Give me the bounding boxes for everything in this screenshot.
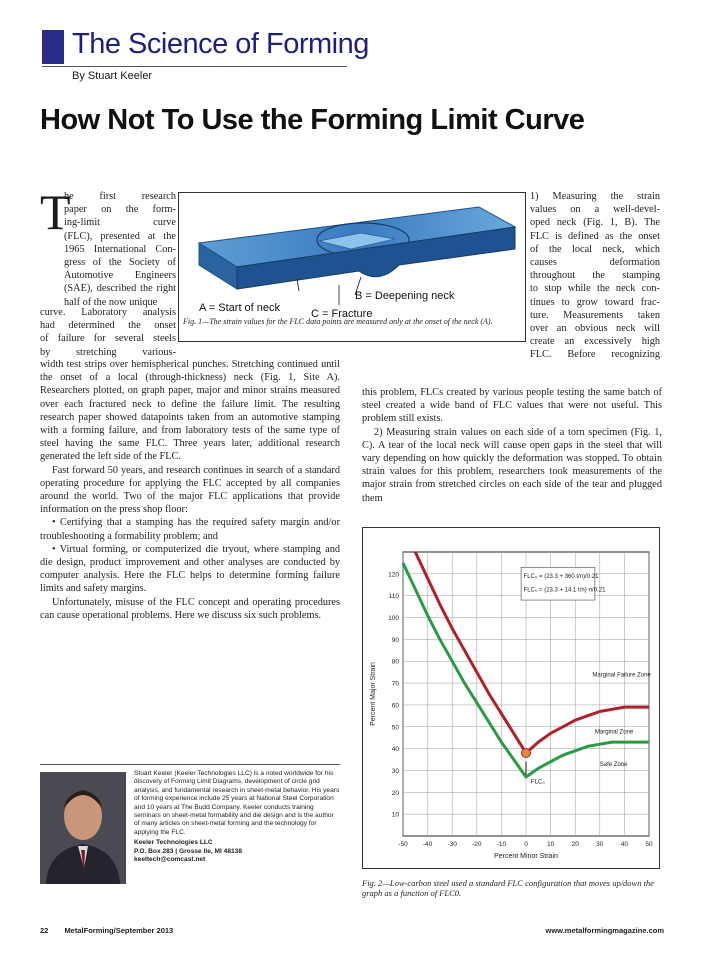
intro-line: gress of the Society of — [64, 257, 176, 269]
body-paragraph: • Certifying that a stamping has the required safety margin and/or troubleshooting a formability problem; and — [40, 517, 340, 542]
x-tick-label: -20 — [472, 841, 482, 848]
figure-1 — [178, 192, 526, 342]
x-tick-label: -50 — [398, 841, 408, 848]
fig1-label-c: C = Fracture — [311, 308, 373, 320]
bio-rule — [40, 764, 340, 765]
x-tick-label: 50 — [645, 841, 653, 848]
right-top-line: causes deformation — [530, 257, 660, 269]
x-tick-label: 10 — [546, 841, 555, 848]
y-tick-label: 50 — [391, 724, 399, 732]
intro-line: had determined the onset — [40, 320, 176, 332]
right-top-line: of the local neck, which — [530, 243, 660, 255]
x-tick-label: 20 — [571, 841, 579, 848]
y-axis-label: Percent Major Strain — [370, 662, 377, 726]
x-tick-label: -30 — [447, 841, 457, 848]
intro-line: 1965 International Con- — [64, 243, 176, 255]
intro-line: by stretching various- — [40, 346, 176, 358]
y-tick-label: 30 — [391, 767, 399, 775]
author-bio — [134, 770, 340, 864]
right-column-top — [530, 190, 660, 362]
right-top-line: to stop while the neck con- — [530, 283, 660, 295]
intro-line: (SAE), described the right — [64, 283, 176, 295]
bio-paragraph: Stuart Keeler (Keeler Technologies LLC) is a noted worldwide for his discovery of Forming Limit Diagrams, development of circle grid analysis, and fundamental research in sheet-metal behavior. His years of forming experience include 25 years at National Steel Corporation and 10 years at The Budd Company. Keeler conducts training seminars on sheet-metal formability and die design and is the author of many articles on sheet-metal forming and the technology for applying the FLC. — [134, 770, 340, 836]
magazine-url[interactable]: www.metalformingmagazine.com — [545, 926, 664, 935]
equation-1: FLC₀ = (23.3 + 360 t/n)/0.21 — [523, 574, 599, 581]
fig1-label-b: B = Deepening neck — [355, 290, 455, 302]
column-color-bar — [42, 30, 64, 64]
equation-2: FLC₀ = (23.3 + 14.1 t/n)·n/0.21 — [523, 587, 606, 594]
y-tick-label: 80 — [391, 658, 399, 666]
x-tick-label: -10 — [496, 841, 507, 848]
author-photo — [40, 772, 126, 884]
intro-line: curve. Laboratory analysis — [40, 307, 176, 318]
y-tick-label: 40 — [391, 746, 399, 754]
x-tick-label: 40 — [620, 841, 629, 848]
label-failure-zone: Marginal Failure Zone — [592, 672, 651, 679]
intro-line: half of the now unique — [64, 296, 158, 308]
flc-chart — [363, 528, 659, 868]
label-safe-zone: Safe Zone — [599, 762, 628, 769]
magazine-issue: MetalForming/September 2013 — [64, 926, 174, 935]
body-paragraph: 2) Measuring strain values on each side of a torn specimen (Fig. 1, C). A tear of the local neck will cause open gaps in the steel that will vary depending on how quickly the deformation was stopped. To obtain strain values for this problem, researchers took measurements of the major strain from stretched circles on each side of the tear and plugged them — [362, 426, 662, 504]
intro-text — [64, 190, 176, 309]
right-top-line: values on a well-devel- — [530, 204, 660, 216]
fig2-caption: Fig. 2—Low-carbon steel used a standard FLC configuration that moves up/down the graph as a function of FLC0. — [362, 878, 654, 898]
byline: By Stuart Keeler — [72, 70, 153, 82]
bio-company: Keeler Technologies LLC — [134, 839, 213, 847]
label-marginal-zone: Marginal Zone — [594, 729, 634, 736]
body-paragraph: width test strips over hemispherical punches. Stretching continued until the onset of a local (through-thickness) neck (Fig. 1, Site A). Researchers plotted, on graph paper, major and minor strains measured over each fractured neck to define the failure limit. The resulting research paper showed datapoints taken from an automotive stamping with a forming failure, and from laboratory tests of the same type of steel having the same FLC. Three years later, additional research generated the left side of the FLC. — [40, 359, 340, 463]
body-paragraph: Unfortunately, misuse of the FLC concept and operating procedures can cause operational problems. Here we discuss six such problems. — [40, 596, 340, 621]
right-top-line: throughout the stamping — [530, 270, 660, 282]
x-tick-label: 0 — [524, 841, 528, 848]
flc0-marker — [522, 748, 531, 757]
column-title: The Science of Forming — [72, 28, 369, 60]
bio-address: P.O. Box 283 | Grosse Ile, MI 48138 — [134, 847, 243, 855]
right-top-line: create an excessively high — [530, 336, 660, 348]
x-axis-label: Percent Minor Strain — [494, 853, 558, 860]
intro-line: (FLC), presented at the — [64, 230, 176, 242]
drop-cap: T — [40, 184, 71, 240]
right-top-line: FLC is defined as the onset — [530, 230, 660, 242]
y-tick-label: 110 — [388, 593, 399, 601]
intro-line: ing-limit curve — [64, 217, 176, 229]
label-flc0: FLC₀ — [530, 779, 545, 786]
right-column-body — [362, 386, 662, 505]
right-top-line: FLC. Before recognizing — [530, 349, 660, 361]
right-top-line: over an obvious neck will — [530, 323, 660, 335]
y-tick-label: 10 — [391, 811, 399, 819]
headline: How Not To Use the Forming Limit Curve — [40, 104, 585, 136]
y-tick-label: 100 — [388, 615, 399, 623]
figure-2 — [362, 527, 660, 869]
x-tick-label: 30 — [596, 841, 604, 848]
x-tick-label: -40 — [422, 841, 433, 848]
intro-line: Automotive Engineers — [64, 270, 176, 282]
page-number: 22 — [40, 926, 49, 935]
right-top-line: 1) Measuring the strain — [530, 191, 660, 202]
fig1-label-a: A = Start of neck — [199, 302, 281, 314]
right-top-line: tinues to grow toward frac- — [530, 296, 660, 308]
right-top-line: ture. Measurements taken — [530, 309, 660, 321]
page-footer — [40, 926, 664, 935]
body-paragraph: this problem, FLCs created by various people testing the same batch of steel created a wide band of FLC values that were not useful. This problem still exists. — [362, 387, 662, 425]
intro-line: he first research — [64, 191, 176, 202]
body-paragraph: • Virtual forming, or computerized die tryout, where stamping and die design, product improvement and other analyses are conducted by computer analysis. Here the FLC helps to determine forming failure limits and safety margins. — [40, 543, 340, 595]
y-tick-label: 60 — [391, 702, 399, 710]
equation-box — [521, 567, 595, 600]
body-paragraph: Fast forward 50 years, and research continues in search of a standard operating procedure for applying the FLC accepted by all companies around the world. Two of the major FLC applications that provide information on the press shop floor: — [40, 464, 340, 516]
intro-line: paper on the form- — [64, 204, 176, 216]
y-tick-label: 70 — [391, 680, 399, 688]
column-rule — [42, 66, 347, 67]
right-top-line: oped neck (Fig. 1, B). The — [530, 217, 660, 229]
y-tick-label: 120 — [388, 571, 399, 579]
bio-email[interactable]: keeltech@comcast.net — [134, 856, 206, 864]
left-column-body — [40, 358, 340, 622]
fig1-caption: Fig. 1—The strain values for the FLC data points are measured only at the onset of the neck (A). — [183, 317, 493, 326]
y-tick-label: 20 — [391, 789, 399, 797]
intro-line: of failure for several steels — [40, 333, 176, 345]
y-tick-label: 90 — [391, 636, 399, 644]
intro-text-tail — [40, 306, 176, 359]
